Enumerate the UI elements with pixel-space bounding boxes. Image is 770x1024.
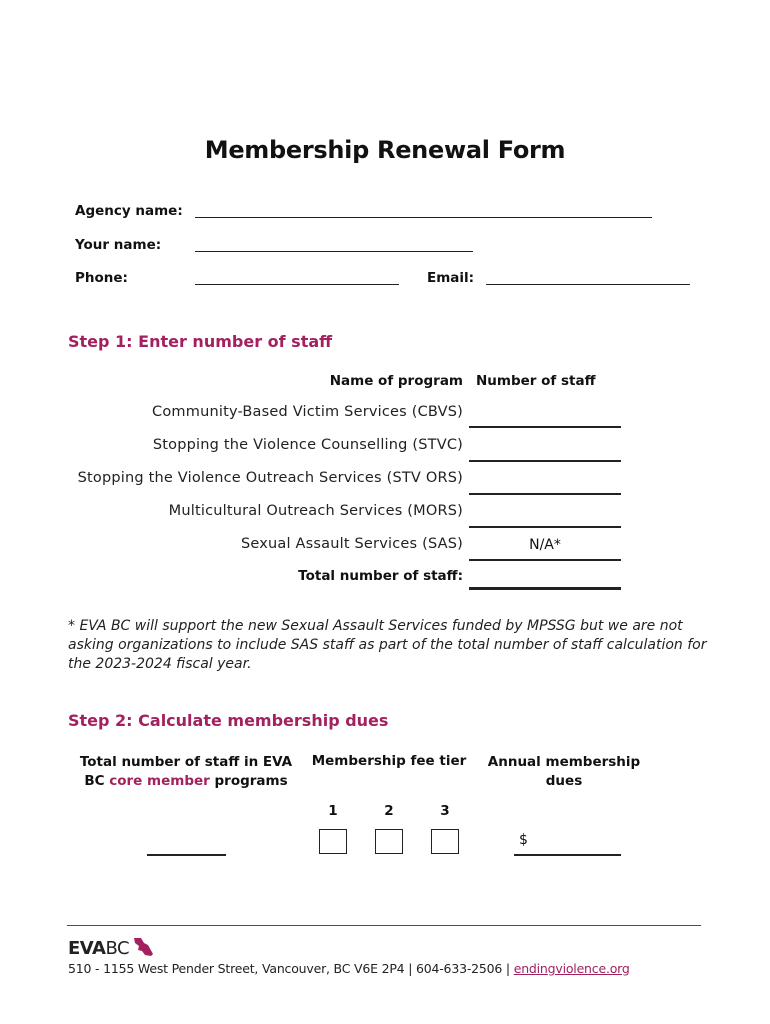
agency-name-field[interactable] (195, 217, 652, 218)
staff-input-stv-ors[interactable] (469, 493, 621, 495)
bc-map-icon (132, 937, 154, 957)
footer-address-text: 510 - 1155 West Pender Street, Vancouver, BC V6E 2P4 | 604-633-2506 | (68, 961, 514, 976)
step2-heading: Step 2: Calculate membership dues (68, 711, 389, 730)
step1-heading: Step 1: Enter number of staff (68, 332, 333, 351)
sas-staff-value: N/A* (529, 537, 561, 553)
program-label-stvc: Stopping the Violence Counselling (STVC) (152, 437, 463, 453)
your-name-label: Your name: (75, 237, 162, 253)
column-header-fee-tier: Membership fee tier (311, 753, 467, 769)
program-label-mors: Multicultural Outreach Services (MORS) (168, 503, 463, 519)
sas-footnote: * EVA BC will support the new Sexual Assault Services funded by MPSSG but we are not asking organizations to include SAS staff as part of the total number of staff calculation for the 2023-2024 fiscal year. (68, 618, 707, 672)
program-label-stv-ors: Stopping the Violence Outreach Services (STV ORS) (77, 470, 463, 486)
col1-post-text: programs (209, 773, 288, 789)
website-link[interactable]: endingviolence.org (513, 961, 630, 976)
eva-bc-logo (68, 937, 154, 959)
tier-number-1: 1 (328, 803, 338, 819)
column-header-total-staff (70, 753, 302, 791)
annual-dues-input[interactable] (514, 854, 621, 856)
page-title: Membership Renewal Form (204, 136, 566, 164)
staff-line-sas (469, 559, 621, 561)
col1-pre-text: BC (84, 773, 110, 789)
email-field[interactable] (486, 284, 690, 285)
column-header-annual-dues (479, 753, 649, 791)
tier-number-3: 3 (440, 803, 450, 819)
agency-name-label: Agency name: (75, 203, 183, 219)
tier-number-2: 2 (384, 803, 394, 819)
staff-input-cbvs[interactable] (469, 426, 621, 428)
currency-symbol: $ (519, 832, 528, 848)
logo-bold-text: EVA (68, 938, 106, 959)
staff-input-mors[interactable] (469, 526, 621, 528)
total-core-staff-input[interactable] (147, 854, 226, 856)
staff-input-stvc[interactable] (469, 460, 621, 462)
column-header-program: Name of program (329, 373, 463, 389)
column-header-annual-dues-line1: Annual membership (487, 754, 641, 770)
tier-1-checkbox[interactable] (319, 829, 347, 854)
tier-3-checkbox[interactable] (431, 829, 459, 854)
tier-2-checkbox[interactable] (375, 829, 403, 854)
total-staff-label: Total number of staff: (298, 568, 463, 584)
phone-field[interactable] (195, 284, 399, 285)
phone-label: Phone: (75, 270, 128, 286)
column-header-total-staff-line2 (70, 772, 302, 791)
your-name-field[interactable] (195, 251, 473, 252)
column-header-annual-dues-line2: dues (545, 773, 583, 789)
logo-light-text: BC (105, 938, 130, 959)
email-label: Email: (427, 270, 475, 286)
core-member-link[interactable]: core member (109, 773, 210, 789)
column-header-staff: Number of staff (476, 373, 596, 389)
program-label-sas: Sexual Assault Services (SAS) (240, 536, 463, 552)
column-header-total-staff-line1: Total number of staff in EVA (79, 754, 293, 770)
footer-divider (67, 925, 701, 926)
footer-address (68, 961, 630, 976)
program-label-cbvs: Community-Based Victim Services (CBVS) (152, 404, 463, 420)
total-staff-input[interactable] (469, 587, 621, 590)
